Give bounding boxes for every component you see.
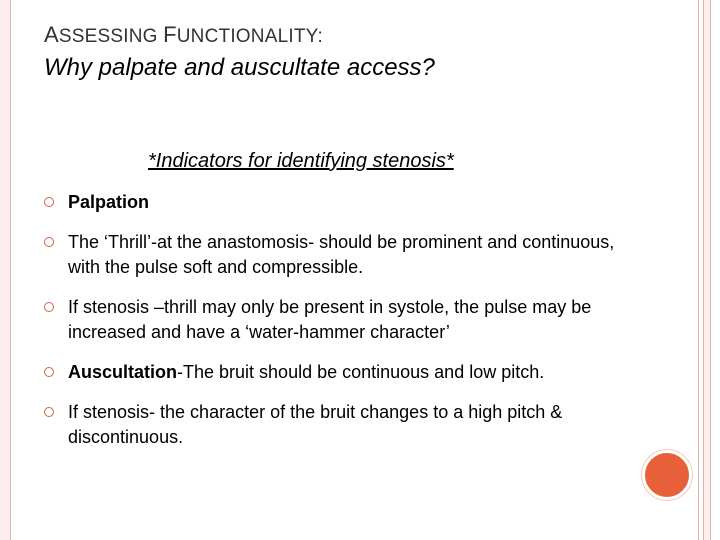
bullet-item <box>42 230 642 280</box>
bullet-bold-text: Auscultation <box>68 362 178 382</box>
bullet-circle-icon <box>44 367 54 377</box>
left-frame-border <box>0 0 11 540</box>
bullet-item <box>42 360 642 385</box>
bullet-item <box>42 295 642 345</box>
bullet-text: The ‘Thrill’-at the anastomosis- should be prominent and continuous, with the pulse soft and compressible. <box>68 232 615 277</box>
bullet-circle-icon <box>44 197 54 207</box>
right-frame-stripe <box>703 0 711 540</box>
bullet-bold-text: Palpation <box>68 192 150 212</box>
slide-title-heading <box>44 22 323 48</box>
bullet-circle-icon <box>44 237 54 247</box>
title-word-assessing: SSESSING <box>58 26 164 47</box>
right-frame-border <box>698 0 720 540</box>
bullet-text: -The bruit should be continuous and low pitch. <box>177 362 545 382</box>
bullet-text: If stenosis- the character of the bruit changes to a high pitch & discontinuous. <box>68 402 563 447</box>
bullet-item <box>42 190 642 215</box>
bullet-list <box>42 190 642 465</box>
title-initial-a: A <box>44 22 59 47</box>
bullet-text: If stenosis –thrill may only be present in systole, the pulse may be increased and have a ‘water-hammer character’ <box>68 297 592 342</box>
slide-subtitle: *Indicators for identifying stenosis* <box>148 150 454 172</box>
bullet-item <box>42 400 642 450</box>
slide-title-question: Why palpate and auscultate access? <box>44 54 435 81</box>
title-word-functionality: UNCTIONALITY: <box>176 26 323 47</box>
bullet-circle-icon <box>44 302 54 312</box>
title-initial-f: F <box>163 22 177 47</box>
decorative-circle-icon <box>642 450 692 500</box>
bullet-circle-icon <box>44 407 54 417</box>
